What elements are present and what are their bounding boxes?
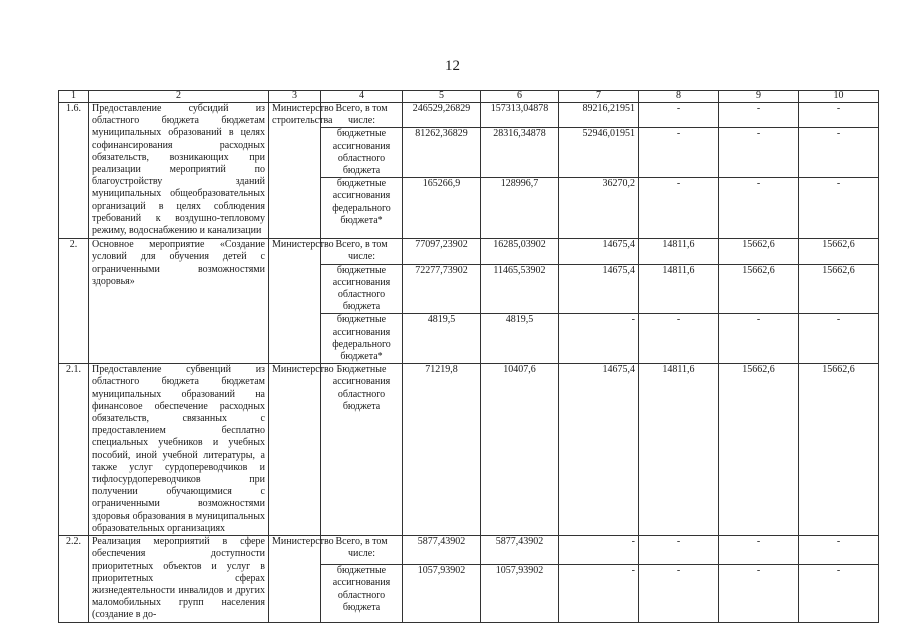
value-total: 72277,73902 <box>403 264 481 314</box>
page-number: 12 <box>445 58 460 74</box>
value-total: 71219,8 <box>403 364 481 536</box>
value-total: 4819,5 <box>403 314 481 364</box>
column-header: 8 <box>639 91 719 103</box>
funding-source: Всего, в том числе: <box>321 536 403 565</box>
value-year: - <box>639 103 719 128</box>
value-year: 15662,6 <box>719 239 799 264</box>
value-year: - <box>799 178 879 239</box>
value-total: 165266,9 <box>403 178 481 239</box>
value-year: - <box>799 128 879 178</box>
table-row <box>59 364 879 536</box>
value-year: 89216,21951 <box>559 103 639 128</box>
value-year: 15662,6 <box>799 239 879 264</box>
value-year: - <box>559 314 639 364</box>
item-number: 2.2. <box>59 536 89 622</box>
column-header: 3 <box>269 91 321 103</box>
funding-source: бюджетные ассигнования областного бюджета <box>321 264 403 314</box>
value-year: 14675,4 <box>559 264 639 314</box>
value-year: - <box>639 565 719 622</box>
budget-table <box>58 90 879 623</box>
value-total: 77097,23902 <box>403 239 481 264</box>
value-year: - <box>719 314 799 364</box>
column-header: 6 <box>481 91 559 103</box>
column-number-row <box>59 91 879 103</box>
value-year: - <box>559 536 639 565</box>
value-year: 15662,6 <box>719 264 799 314</box>
value-year: 5877,43902 <box>481 536 559 565</box>
funding-source: Всего, в том числе: <box>321 103 403 128</box>
value-year: - <box>719 178 799 239</box>
value-year: - <box>639 128 719 178</box>
responsible-executor: Министерство строительства <box>269 103 321 239</box>
value-year: 16285,03902 <box>481 239 559 264</box>
column-header: 7 <box>559 91 639 103</box>
value-year: 15662,6 <box>799 264 879 314</box>
value-year: - <box>559 565 639 622</box>
value-total: 81262,36829 <box>403 128 481 178</box>
item-number: 2. <box>59 239 89 364</box>
value-year: - <box>719 565 799 622</box>
responsible-executor: Министерство <box>269 364 321 536</box>
column-header: 10 <box>799 91 879 103</box>
value-year: - <box>799 536 879 565</box>
item-description: Предоставление субвенций из областного бюджета бюджетам муниципальных образований на финансовое обеспечение расходных обязательств, связанных с предоставлением бесплатно специальных учебников и учебных пособий, иной учебной литературы, а также услуг сурдопереводчиков и тифлосурдопереводчиков при получении обучающимися с ограниченными возможностями здоровья образования в муниципальных образовательных организациях <box>89 364 269 536</box>
value-year: 11465,53902 <box>481 264 559 314</box>
column-header: 9 <box>719 91 799 103</box>
item-number: 2.1. <box>59 364 89 536</box>
value-year: 14811,6 <box>639 264 719 314</box>
value-year: 14811,6 <box>639 239 719 264</box>
value-year: 4819,5 <box>481 314 559 364</box>
funding-source: бюджетные ассигнования областного бюджета <box>321 128 403 178</box>
funding-source: Всего, в том числе: <box>321 239 403 264</box>
value-year: - <box>639 178 719 239</box>
funding-source: Бюджетные ассигнования областного бюджета <box>321 364 403 536</box>
funding-source: бюджетные ассигнования федерального бюджета* <box>321 314 403 364</box>
item-number: 1.6. <box>59 103 89 239</box>
value-total: 246529,26829 <box>403 103 481 128</box>
funding-source: бюджетные ассигнования федерального бюджета* <box>321 178 403 239</box>
value-year: - <box>719 128 799 178</box>
value-year: - <box>799 314 879 364</box>
responsible-executor: Министерство <box>269 239 321 364</box>
table-row <box>59 239 879 264</box>
value-total: 5877,43902 <box>403 536 481 565</box>
value-year: 52946,01951 <box>559 128 639 178</box>
item-description: Реализация мероприятий в сфере обеспечения доступности приоритетных объектов и услуг в приоритетных сферах жизнедеятельности инвалидов и других маломобильных групп населения (создание в до- <box>89 536 269 622</box>
value-year: 128996,7 <box>481 178 559 239</box>
column-header: 1 <box>59 91 89 103</box>
column-header: 4 <box>321 91 403 103</box>
value-year: - <box>639 314 719 364</box>
value-year: - <box>799 565 879 622</box>
value-year: 1057,93902 <box>481 565 559 622</box>
value-year: - <box>639 536 719 565</box>
table-row <box>59 536 879 565</box>
value-year: 28316,34878 <box>481 128 559 178</box>
value-year: 36270,2 <box>559 178 639 239</box>
item-description: Основное мероприятие «Создание условий для обучения детей с ограниченными возможностями здоровья» <box>89 239 269 364</box>
value-year: - <box>799 103 879 128</box>
column-header: 5 <box>403 91 481 103</box>
responsible-executor: Министерство <box>269 536 321 622</box>
value-total: 1057,93902 <box>403 565 481 622</box>
value-year: 14811,6 <box>639 364 719 536</box>
item-description: Предоставление субсидий из областного бюджета бюджетам муниципальных образований в целях софинансирования расходных обязательств, возникающих при реализации мероприятий по благоустройству зданий муниципальных общеобразовательных организаций в целях соблюдения требований к воздушно-тепловому режиму, водоснабжению и канализации <box>89 103 269 239</box>
value-year: 14675,4 <box>559 239 639 264</box>
value-year: 15662,6 <box>799 364 879 536</box>
value-year: 157313,04878 <box>481 103 559 128</box>
table-row <box>59 103 879 128</box>
value-year: - <box>719 103 799 128</box>
column-header: 2 <box>89 91 269 103</box>
value-year: 15662,6 <box>719 364 799 536</box>
value-year: 10407,6 <box>481 364 559 536</box>
funding-source: бюджетные ассигнования областного бюджета <box>321 565 403 622</box>
value-year: - <box>719 536 799 565</box>
value-year: 14675,4 <box>559 364 639 536</box>
